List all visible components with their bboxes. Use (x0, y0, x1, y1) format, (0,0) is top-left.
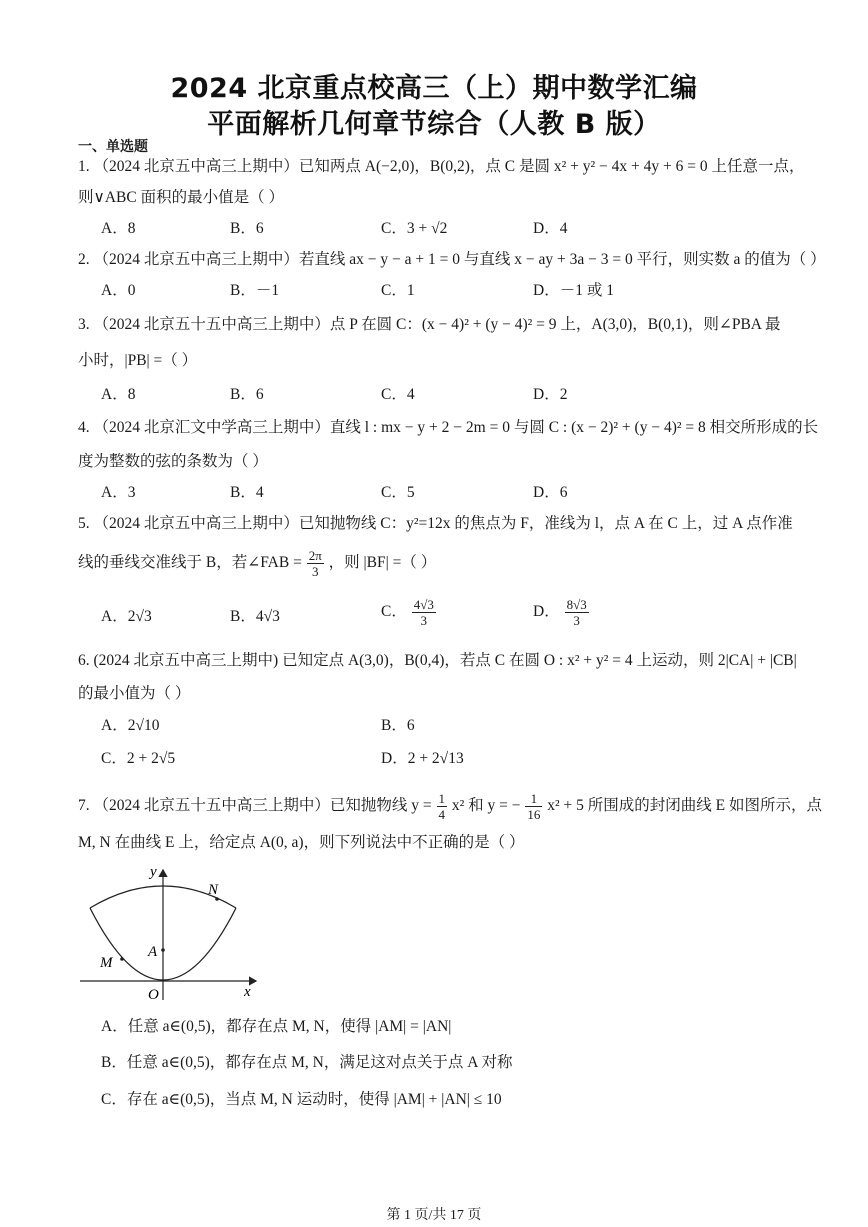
q1-stem-line1: 1. （2024 北京五中高三上期中）已知两点 A(−2,0)，B(0,2)，点 C 是圆 x² + y² − 4x + 4y + 6 = 0 上任意一点， (78, 158, 805, 175)
q7-option-b: B．任意 a∈(0,5)，都存在点 M, N，满足这对点关于点 A 对称 (101, 1054, 513, 1071)
q4-option-c: C．5 (381, 484, 415, 501)
page-footer: 第 1 页/共 17 页 (386, 1208, 482, 1223)
q5-option-d-denominator: 3 (573, 613, 580, 628)
q7-fraction-1-16-num: 1 (525, 791, 542, 807)
q5-option-d-numerator: 8√3 (566, 597, 587, 612)
q1-option-a: A．8 (101, 220, 136, 237)
q7-fraction-1-4 (437, 791, 448, 822)
q5-option-c-fraction (412, 597, 436, 628)
q4-stem-line2: 度为整数的弦的条数为（ ） (78, 453, 268, 470)
point-a (161, 948, 165, 952)
q5-stem-line1: 5. （2024 北京五中高三上期中）已知抛物线 C：y²=12x 的焦点为 F，准线为 l，点 A 在 C 上，过 A 点作准 (78, 515, 793, 532)
q7-figure (78, 862, 268, 1007)
q7-stem-part3: x² + 5 所围成的封闭曲线 E 如图所示，点 (547, 797, 822, 815)
q6-option-b: B．6 (381, 717, 415, 734)
document-title-line2: 平面解析几何章节综合（人教 B 版） (207, 109, 661, 140)
q7-fraction-1-4-num: 1 (438, 791, 445, 806)
q5-stem-line2-b: ，则 |BF| =（ ） (328, 554, 437, 572)
q2-option-d: D．－1 或 1 (533, 282, 614, 299)
q7-stem-line2: M, N 在曲线 E 上，给定点 A(0, a)，则下列说法中不正确的是（ ） (78, 834, 525, 851)
q1-stem-line2: 则∨ABC 面积的最小值是（ ） (78, 189, 284, 206)
q4-stem-line1: 4. （2024 北京汇文中学高三上期中）直线 l : mx − y + 2 − 2m = 0 与圆 C : (x − 2)² + (y − 4)² = 8 相交所形成的长 (78, 419, 819, 436)
label-m: M (100, 955, 113, 971)
document-title-line1: 2024 北京重点校高三（上）期中数学汇编 (170, 73, 698, 104)
q6-option-a: A．2√10 (101, 717, 160, 734)
q4-option-a: A．3 (101, 484, 136, 501)
q5-angle-numerator: 2π (308, 548, 322, 563)
q4-option-b: B．4 (230, 484, 264, 501)
q6-option-c: C．2 + 2√5 (101, 750, 176, 767)
q3-option-d: D．2 (533, 386, 568, 403)
q7-stem-part1: 7. （2024 北京五十五中高三上期中）已知抛物线 y = (78, 797, 432, 815)
label-x: x (244, 984, 251, 1000)
q5-option-d (533, 597, 590, 628)
q2-stem-line1: 2. （2024 北京五中高三上期中）若直线 ax − y − a + 1 = 0 与直线 x − ay + 3a − 3 = 0 平行，则实数 a 的值为（ ） (78, 251, 826, 268)
label-n: N (208, 882, 219, 898)
q5-option-c-denominator: 3 (420, 613, 428, 628)
q3-option-b: B．6 (230, 386, 264, 403)
q1-option-b: B．6 (230, 220, 264, 237)
q1-option-c: C．3 + √2 (381, 220, 448, 237)
section-heading: 一、单选题 (78, 139, 148, 155)
q4-option-d: D．6 (533, 484, 568, 501)
q5-option-b: B．4√3 (230, 608, 280, 625)
q7-fraction-1-4-den: 4 (438, 807, 445, 822)
q3-stem-line2: 小时，|PB| =（ ） (78, 352, 198, 369)
q7-stem-line1 (78, 791, 822, 822)
q6-stem-line1: 6. (2024 北京五中高三上期中) 已知定点 A(3,0)，B(0,4)，若点 C 在圆 O : x² + y² = 4 上运动，则 2|CA| + |CB| (78, 652, 797, 669)
q3-option-a: A．8 (101, 386, 136, 403)
q3-stem-line1: 3. （2024 北京五十五中高三上期中）点 P 在圆 C：(x − 4)² + (y − 4)² = 9 上，A(3,0)，B(0,1)，则∠PBA 最 (78, 316, 781, 333)
label-o: O (148, 987, 159, 1003)
q5-option-c-label: C． (381, 603, 407, 621)
q6-option-d: D．2 + 2√13 (381, 750, 464, 767)
q2-option-b: B．－1 (230, 282, 280, 299)
q5-option-c (381, 597, 437, 628)
q7-option-c: C．存在 a∈(0,5)，当点 M, N 运动时，使得 |AM| + |AN| ≤ 10 (101, 1091, 502, 1108)
point-m (120, 957, 124, 961)
label-a: A (148, 944, 158, 960)
q6-stem-line2: 的最小值为（ ） (78, 685, 191, 702)
q5-stem-line2-a: 线的垂线交准线于 B，若∠FAB = (78, 554, 302, 572)
q7-option-a: A．任意 a∈(0,5)，都存在点 M, N，使得 |AM| = |AN| (101, 1018, 452, 1035)
q2-option-a: A．0 (101, 282, 136, 299)
q5-angle-denominator: 3 (311, 564, 319, 579)
q5-option-d-fraction (565, 597, 589, 628)
q5-option-c-numerator: 4√3 (413, 597, 434, 612)
q7-fraction-1-16 (525, 791, 542, 822)
q5-option-d-label: D． (533, 603, 560, 621)
q5-angle-fraction (307, 548, 324, 579)
label-y: y (150, 864, 157, 880)
q5-option-a: A．2√3 (101, 608, 152, 625)
q7-fraction-1-16-den: 16 (527, 807, 541, 822)
q2-option-c: C．1 (381, 282, 415, 299)
q1-option-d: D．4 (533, 220, 568, 237)
q3-option-c: C．4 (381, 386, 415, 403)
q5-stem-line2 (78, 548, 798, 579)
q7-stem-part2: x² 和 y = − (451, 797, 521, 815)
